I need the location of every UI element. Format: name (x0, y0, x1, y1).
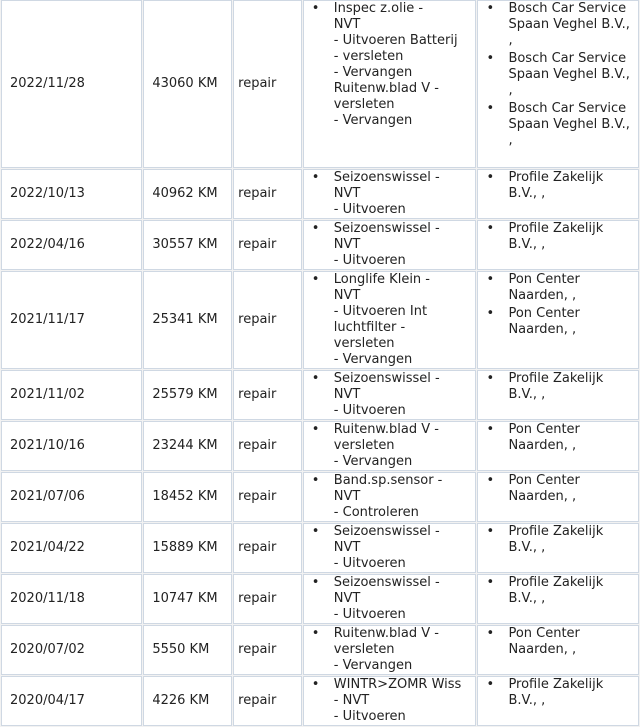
description-list (310, 1, 472, 129)
table-row (1, 370, 639, 420)
table-row (1, 523, 639, 573)
mileage-cell: 15889 KM (143, 523, 232, 573)
type-cell: repair (233, 421, 302, 471)
table-row (1, 220, 639, 270)
table-row (1, 574, 639, 624)
dealer-item: • Profile Zakelijk B.V., , (484, 575, 634, 607)
date-cell: 2022/04/16 (1, 220, 142, 270)
dealer-list (484, 170, 634, 202)
dealer-cell (477, 625, 639, 675)
mileage-cell: 23244 KM (143, 421, 232, 471)
mileage-cell: 4226 KM (143, 676, 232, 726)
description-list (310, 272, 472, 368)
mileage-cell: 10747 KM (143, 574, 232, 624)
description-item: • Band.sp.sensor - NVT - Controleren (310, 473, 472, 521)
table-row (1, 0, 639, 168)
description-cell (303, 574, 477, 624)
table-row (1, 271, 639, 369)
description-item: • Seizoenswissel - NVT - Uitvoeren (310, 524, 472, 572)
maintenance-rows (1, 0, 639, 726)
date-cell: 2021/04/22 (1, 523, 142, 573)
mileage-cell: 5550 KM (143, 625, 232, 675)
description-item: • Ruitenw.blad V - versleten - Vervangen (310, 422, 472, 470)
description-cell (303, 0, 477, 168)
type-cell: repair (233, 574, 302, 624)
dealer-item: • Profile Zakelijk B.V., , (484, 677, 634, 709)
description-list (310, 626, 472, 674)
description-list (310, 371, 472, 419)
date-cell: 2020/11/18 (1, 574, 142, 624)
description-list (310, 473, 472, 521)
description-item: • WINTR>ZOMR Wiss - NVT - Uitvoeren (310, 677, 472, 725)
dealer-list (484, 1, 634, 149)
mileage-cell: 40962 KM (143, 169, 232, 219)
mileage-cell: 25579 KM (143, 370, 232, 420)
type-cell: repair (233, 271, 302, 369)
dealer-item: • Pon Center Naarden, , (484, 306, 634, 338)
dealer-list (484, 221, 634, 253)
description-cell (303, 220, 477, 270)
type-cell: repair (233, 220, 302, 270)
date-cell: 2021/11/17 (1, 271, 142, 369)
description-cell (303, 271, 477, 369)
type-cell: repair (233, 169, 302, 219)
dealer-cell (477, 370, 639, 420)
dealer-list (484, 371, 634, 403)
dealer-cell (477, 523, 639, 573)
type-cell: repair (233, 676, 302, 726)
mileage-cell: 18452 KM (143, 472, 232, 522)
dealer-item: • Pon Center Naarden, , (484, 473, 634, 505)
table-row (1, 169, 639, 219)
description-item: • Longlife Klein - NVT - Uitvoeren Int luchtfilter - versleten - Vervangen (310, 272, 472, 368)
description-item: • Inspec z.olie - NVT - Uitvoeren Batterij - versleten - Vervangen Ruitenw.blad V - versleten - Vervangen (310, 1, 472, 129)
description-list (310, 575, 472, 623)
description-cell (303, 421, 477, 471)
dealer-item: • Pon Center Naarden, , (484, 626, 634, 658)
type-cell: repair (233, 523, 302, 573)
date-cell: 2021/07/06 (1, 472, 142, 522)
date-cell: 2021/10/16 (1, 421, 142, 471)
type-cell: repair (233, 625, 302, 675)
description-cell (303, 370, 477, 420)
dealer-cell (477, 676, 639, 726)
date-cell: 2020/07/02 (1, 625, 142, 675)
dealer-list (484, 677, 634, 709)
dealer-item: • Bosch Car Service Spaan Veghel B.V., , (484, 101, 634, 149)
date-cell: 2020/04/17 (1, 676, 142, 726)
dealer-cell (477, 271, 639, 369)
dealer-item: • Bosch Car Service Spaan Veghel B.V., , (484, 51, 634, 99)
description-item: • Seizoenswissel - NVT - Uitvoeren (310, 221, 472, 269)
description-list (310, 524, 472, 572)
description-item: • Seizoenswissel - NVT - Uitvoeren (310, 371, 472, 419)
dealer-cell (477, 169, 639, 219)
date-cell: 2021/11/02 (1, 370, 142, 420)
dealer-item: • Profile Zakelijk B.V., , (484, 371, 634, 403)
type-cell: repair (233, 472, 302, 522)
dealer-list (484, 422, 634, 454)
mileage-cell: 25341 KM (143, 271, 232, 369)
description-list (310, 221, 472, 269)
dealer-item: • Pon Center Naarden, , (484, 272, 634, 304)
dealer-cell (477, 472, 639, 522)
dealer-list (484, 473, 634, 505)
dealer-item: • Pon Center Naarden, , (484, 422, 634, 454)
description-cell (303, 676, 477, 726)
table-row (1, 676, 639, 726)
dealer-item: • Profile Zakelijk B.V., , (484, 170, 634, 202)
dealer-item: • Bosch Car Service Spaan Veghel B.V., , (484, 1, 634, 49)
dealer-item: • Profile Zakelijk B.V., , (484, 221, 634, 253)
description-cell (303, 523, 477, 573)
dealer-list (484, 575, 634, 607)
table-row (1, 472, 639, 522)
type-cell: repair (233, 370, 302, 420)
date-cell: 2022/10/13 (1, 169, 142, 219)
mileage-cell: 43060 KM (143, 0, 232, 168)
description-item: • Ruitenw.blad V - versleten - Vervangen (310, 626, 472, 674)
type-cell: repair (233, 0, 302, 168)
dealer-cell (477, 421, 639, 471)
dealer-cell (477, 0, 639, 168)
table-row (1, 625, 639, 675)
description-list (310, 422, 472, 470)
dealer-list (484, 524, 634, 556)
description-cell (303, 472, 477, 522)
description-cell (303, 169, 477, 219)
table-row (1, 421, 639, 471)
description-item: • Seizoenswissel - NVT - Uitvoeren (310, 575, 472, 623)
dealer-item: • Profile Zakelijk B.V., , (484, 524, 634, 556)
dealer-cell (477, 220, 639, 270)
mileage-cell: 30557 KM (143, 220, 232, 270)
description-item: • Seizoenswissel - NVT - Uitvoeren (310, 170, 472, 218)
description-cell (303, 625, 477, 675)
date-cell: 2022/11/28 (1, 0, 142, 168)
dealer-list (484, 626, 634, 658)
dealer-cell (477, 574, 639, 624)
description-list (310, 170, 472, 218)
dealer-list (484, 272, 634, 338)
